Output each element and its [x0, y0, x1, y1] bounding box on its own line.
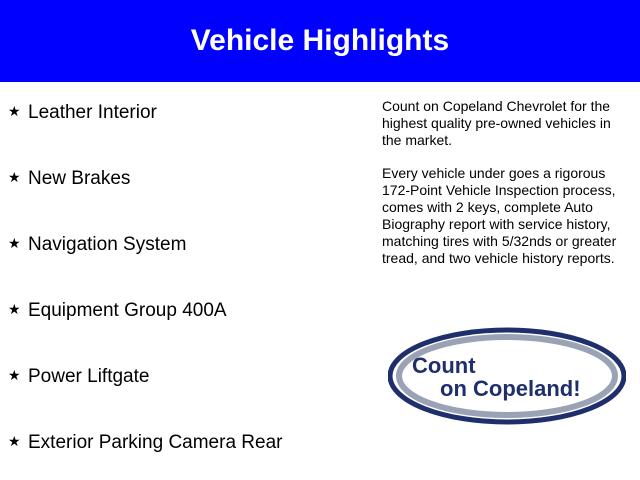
highlight-label: Equipment Group 400A	[28, 300, 227, 321]
header-banner	[0, 0, 640, 82]
highlight-label: Exterior Parking Camera Rear	[28, 432, 283, 453]
star-icon: ★	[8, 103, 21, 119]
info-paragraph-inspection: Every vehicle under goes a rigorous 172-Point Vehicle Inspection process, comes with 2 keys, complete Auto Biography report with service history, matching tires with 5/32nds or greater tread, and two vehicle history reports.	[382, 165, 617, 266]
star-icon: ★	[8, 367, 21, 383]
highlight-label: Power Liftgate	[28, 366, 150, 387]
logo-text-copeland: on Copeland!	[440, 376, 581, 401]
star-icon: ★	[8, 301, 21, 317]
list-item	[8, 298, 368, 364]
highlight-label: Navigation System	[28, 234, 187, 255]
list-item	[8, 232, 368, 298]
highlights-list	[8, 100, 368, 480]
list-item	[8, 430, 368, 480]
star-icon: ★	[8, 235, 21, 251]
page-title: Vehicle Highlights	[190, 24, 450, 57]
dealer-info	[382, 98, 632, 283]
list-item	[8, 166, 368, 232]
info-paragraph-intro: Count on Copeland Chevrolet for the highest quality pre-owned vehicles in the market.	[382, 98, 611, 148]
count-on-copeland-logo	[388, 326, 626, 426]
list-item	[8, 100, 368, 166]
star-icon: ★	[8, 433, 21, 449]
logo-text-count: Count	[412, 353, 476, 378]
highlight-label: Leather Interior	[28, 102, 157, 123]
highlight-label: New Brakes	[28, 168, 131, 189]
star-icon: ★	[8, 169, 21, 185]
list-item	[8, 364, 368, 430]
